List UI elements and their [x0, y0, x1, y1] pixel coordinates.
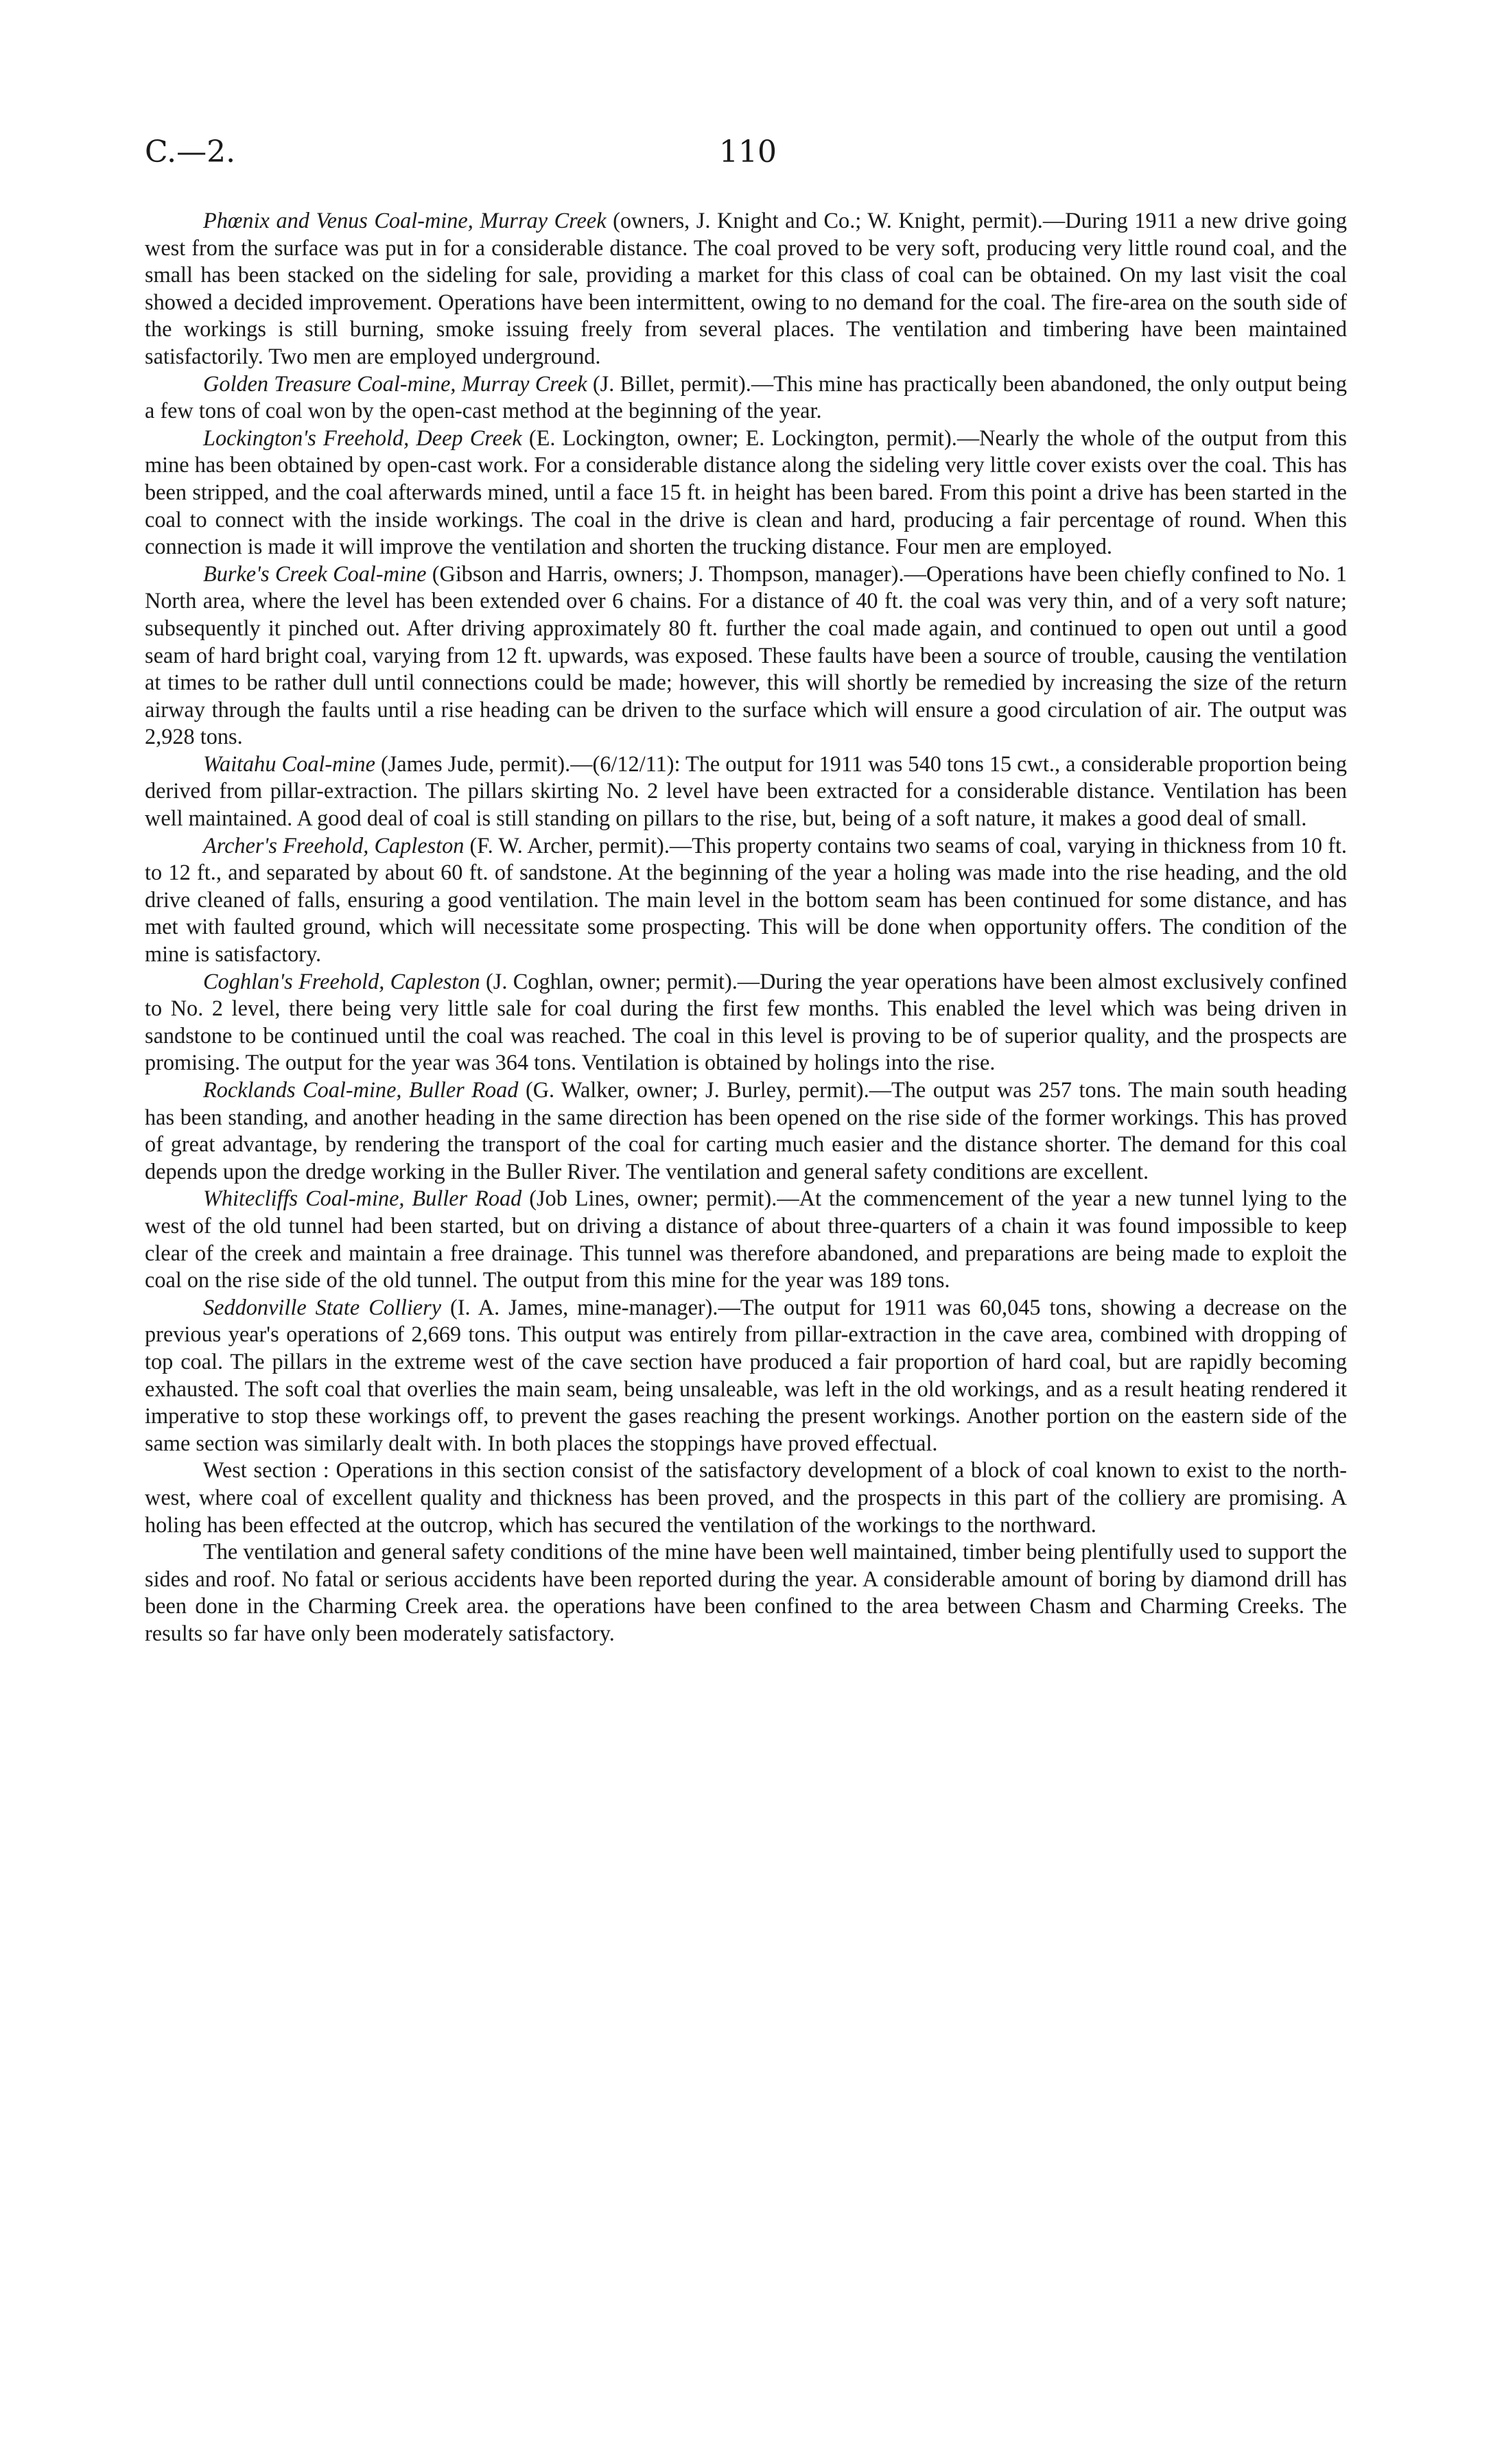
paragraph-text: Operations in this section consist of the satisfactory development of a block of coal known to exist to the north-west, where coal of excellent quality and thickness has been proved, and the prospects in this part of the colliery are promising. A holing has been effected at the outcrop, which has secured the ventilation of the workings to the northward.: [145, 1457, 1347, 1537]
paragraph-archers-freehold: [145, 832, 1347, 968]
paragraph-text: (G. Walker, owner; J. Burley, permit).—The output was 257 tons. The main south heading has been standing, and another heading in the same direction has been opened on the rise side of the former workings. This has proved of great advantage, by rendering the transport of the coal for carting much easier and the distance shorter. The demand for this coal depends upon the dredge working in the Buller River. The ventilation and general safety conditions are excellent.: [145, 1077, 1347, 1184]
paragraph-burkes-creek: [145, 561, 1347, 751]
mine-title: Phœnix and Venus Coal-mine, Murray Creek: [203, 208, 607, 233]
report-code: C.—2.: [145, 134, 236, 169]
paragraph-text: (F. W. Archer, permit).—This property contains two seams of coal, varying in thickness from 10 ft. to 12 ft., and separated by about 60 ft. of sandstone. At the beginning of the year a holing was made into the rise heading, and the old drive cleaned of falls, ensuring a good ventilation. The main level in the bottom seam has been continued for some distance, and has met with faulted ground, which will necessitate some prospecting. This will be done when opportunity offers. The condition of the mine is satisfactory.: [145, 832, 1347, 967]
paragraph-west-section: [145, 1457, 1347, 1538]
paragraph-waitahu: [145, 751, 1347, 832]
mine-title: Golden Treasure Coal-mine, Murray Creek: [203, 371, 587, 396]
paragraph-text: (J. Billet, permit).—This mine has practically been abandoned, the only output being a few tons of coal won by the open-cast method at the beginning of the year.: [145, 371, 1347, 423]
paragraph-rocklands: [145, 1077, 1347, 1185]
mine-title: Coghlan's Freehold, Capleston: [203, 968, 480, 994]
mine-title: Seddonville State Colliery: [203, 1294, 442, 1319]
page-number: 110: [719, 134, 777, 169]
paragraph-lockington: [145, 425, 1347, 561]
mine-title: Rocklands Coal-mine, Buller Road: [203, 1077, 519, 1102]
paragraph-text: The ventilation and general safety conditions of the mine have been well maintained, timber being plentifully used to support the sides and roof. No fatal or serious accidents have been reported during the year. A considerable amount of boring by diamond drill has been done in the Charming Creek area. the operations have been confined to the area between Chasm and Charming Creeks. The results so far have only been moderately satisfactory.: [145, 1539, 1347, 1645]
paragraph-golden-treasure: [145, 371, 1347, 425]
paragraph-text: (Gibson and Harris, owners; J. Thompson, manager).—Operations have been chiefly confined to No. 1 North area, where the level has been extended over 6 chains. For a distance of 40 ft. the coal was very thin, and of a very soft nature; subsequently it pinched out. After driving approximately 80 ft. further the coal made again, and continued to open out until a good seam of hard bright coal, varying from 12 ft. upwards, was exposed. These faults have been a source of trouble, causing the ventilation at times to be rather dull until connections could be made; however, this will shortly be remedied by increasing the size of the return airway through the faults until a rise heading can be driven to the surface which will ensure a good circulation of air. The output was 2,928 tons.: [145, 561, 1347, 749]
paragraph-text: (owners, J. Knight and Co.; W. Knight, permit).—During 1911 a new drive going west from the surface was put in for a considerable distance. The coal proved to be very soft, producing very little round coal, and the small has been stacked on the sideling for sale, providing a market for this class of coal can be obtained. On my last visit the coal showed a decided improvement. Operations have been intermittent, owing to no demand for the coal. The fire-area on the south side of the workings is still burning, smoke issuing freely from several places. The ventilation and timbering have been maintained satisfactorily. Two men are employed underground.: [145, 208, 1347, 368]
paragraph-text: (J. Coghlan, owner; permit).—During the year operations have been almost exclusively confined to No. 2 level, there being very little sale for coal during the first few months. This enabled the level which was being driven in sandstone to be continued until the coal was reached. The coal in this level is proving to be of superior quality, and the prospects are promising. The output for the year was 364 tons. Ventilation is obtained by holings into the rise.: [145, 968, 1347, 1075]
paragraph-text: (James Jude, permit).—(6/12/11): The output for 1911 was 540 tons 15 cwt., a considerable proportion being derived from pillar-extraction. The pillars skirting No. 2 level have been extracted for a considerable distance. Ventilation has been well maintained. A good deal of coal is still standing on pillars to the rise, but, being of a soft nature, it makes a good deal of small.: [145, 751, 1347, 831]
paragraph-coghlans-freehold: [145, 968, 1347, 1077]
paragraph-text: (I. A. James, mine-manager).—The output for 1911 was 60,045 tons, showing a decrease on the previous year's operations of 2,669 tons. This output was entirely from pillar-extraction in the cave area, combined with dropping of top coal. The pillars in the extreme west of the cave section have produced a fair proportion of hard coal, but are rapidly becoming exhausted. The soft coal that overlies the main seam, being unsaleable, was left in the old workings, and as a result heating rendered it imperative to stop these workings off, to prevent the gases reaching the present workings. Another portion on the eastern side of the same section was similarly dealt with. In both places the stoppings have proved effectual.: [145, 1294, 1347, 1455]
mine-title: Archer's Freehold, Capleston: [203, 832, 465, 858]
section-label: West section :: [203, 1457, 329, 1483]
mine-title: Lockington's Freehold, Deep Creek: [203, 425, 522, 450]
paragraph-whitecliffs: [145, 1185, 1347, 1293]
paragraph-seddonville: [145, 1294, 1347, 1457]
paragraph-phoenix-venus: [145, 207, 1347, 371]
paragraph-text: (Job Lines, owner; permit).—At the commencement of the year a new tunnel lying to the west of the old tunnel had been started, but on driving a distance of about three-quarters of a chain it was found impossible to keep clear of the creek and maintain a free drainage. This tunnel was therefore abandoned, and preparations are being made to exploit the coal on the rise side of the old tunnel. The output from this mine for the year was 189 tons.: [145, 1186, 1347, 1293]
paragraph-ventilation: [145, 1538, 1347, 1647]
mine-title: Burke's Creek Coal-mine: [203, 561, 427, 586]
paragraph-text: (E. Lockington, owner; E. Lockington, permit).—Nearly the whole of the output from this mine has been obtained by open-cast work. For a considerable distance along the sideling very little cover exists over the coal. This has been stripped, and the coal afterwards mined, until a face 15 ft. in height has been bared. From this point a drive has been started in the coal to connect with the inside workings. The coal in the drive is clean and hard, producing a fair percentage of round. When this connection is made it will improve the ventilation and shorten the trucking distance. Four men are employed.: [145, 425, 1347, 559]
mine-title: Waitahu Coal-mine: [203, 751, 375, 776]
mine-title: Whitecliffs Coal-mine, Buller Road: [203, 1186, 522, 1211]
report-body: [145, 207, 1347, 1647]
